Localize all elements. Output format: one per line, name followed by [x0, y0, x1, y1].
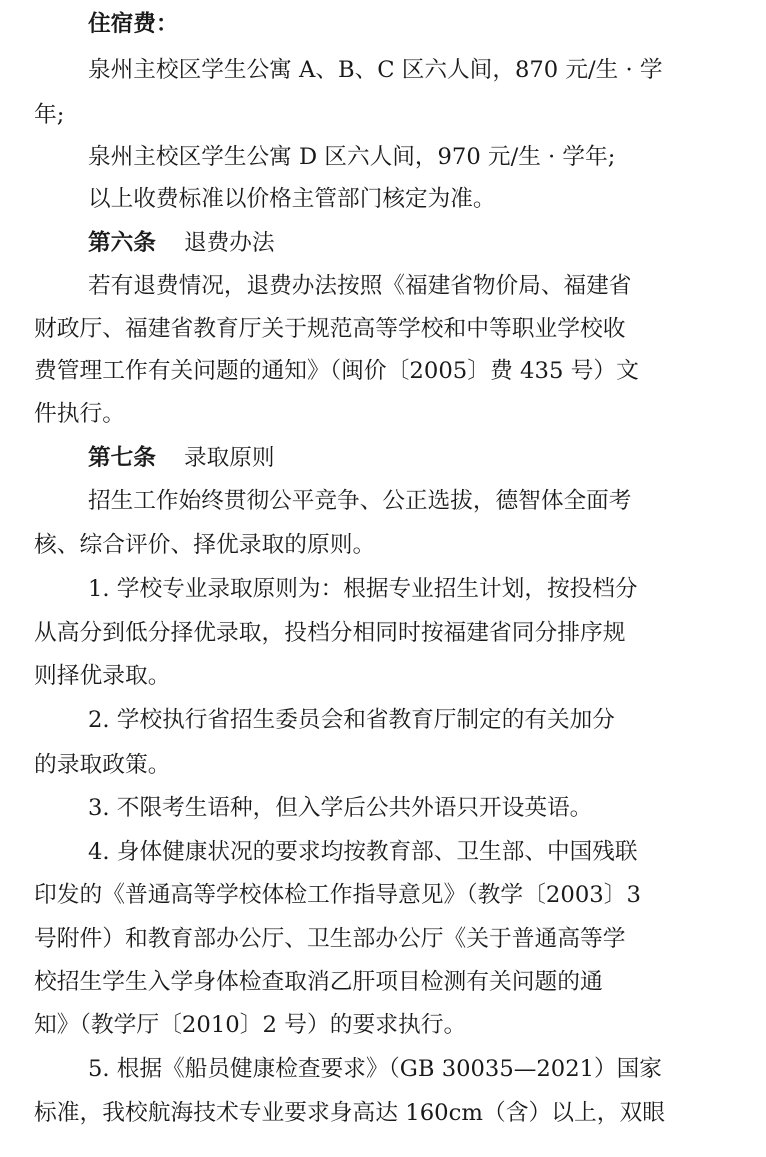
paragraph-line: 校招生学生入学身体检查取消乙肝项目检测有关问题的通	[34, 969, 603, 995]
paragraph-line: 1. 学校专业录取原则为：根据专业招生计划，按投档分	[88, 576, 638, 602]
article-7-title: 录取原则	[183, 445, 275, 471]
paragraph-line: 从高分到低分择优录取，投档分相同时按福建省同分排序规	[34, 620, 626, 646]
paragraph-line: 5. 根据《船员健康检查要求》（GB 30035—2021）国家	[88, 1056, 662, 1082]
article-7-heading	[88, 443, 766, 473]
paragraph-line: 招生工作始终贯彻公平竞争、公正选拔，德智体全面考	[88, 488, 632, 514]
paragraph-line: 泉州主校区学生公寓 A、B、C 区六人间，870 元/生 · 学	[88, 57, 663, 83]
paragraph-line: 泉州主校区学生公寓 D 区六人间，970 元/生 · 学年;	[88, 144, 616, 170]
paragraph-line: 件执行。	[34, 401, 125, 427]
paragraph-line: 核、综合评价、择优录取的原则。	[34, 532, 376, 558]
paragraph-line: 年;	[34, 102, 65, 128]
paragraph-line: 以上收费标准以价格主管部门核定为准。	[88, 186, 496, 212]
paragraph-line: 则择优录取。	[34, 663, 171, 689]
paragraph-line: 的录取政策。	[34, 752, 171, 778]
paragraph-line: 4. 身体健康状况的要求均按教育部、卫生部、中国残联	[88, 839, 638, 865]
article-6-label: 第六条	[88, 230, 156, 256]
paragraph-line: 号附件）和教育部办公厅、卫生部办公厅《关于普通高等学	[34, 926, 626, 952]
paragraph-line: 3. 不限考生语种，但入学后公共外语只开设英语。	[88, 795, 593, 821]
paragraph-line: 若有退费情况，退费办法按照《福建省物价局、福建省	[88, 273, 632, 299]
paragraph-line: 2. 学校执行省招生委员会和省教育厅制定的有关加分	[88, 707, 615, 733]
paragraph-line: 印发的《普通高等学校体检工作指导意见》（教学〔2003〕3	[34, 882, 641, 908]
paragraph-line: 财政厅、福建省教育厅关于规范高等学校和中等职业学校收	[34, 316, 626, 342]
paragraph-line: 知》（教学厅〔2010〕2 号）的要求执行。	[34, 1012, 467, 1038]
article-6-title: 退费办法	[183, 230, 275, 256]
accommodation-fee-heading: 住宿费：	[88, 11, 179, 37]
paragraph-line: 费管理工作有关问题的通知》（闽价〔2005〕费 435 号）文	[34, 358, 639, 384]
paragraph-line: 标准，我校航海技术专业要求身高达 160cm（含）以上，双眼	[34, 1100, 665, 1126]
article-6-heading	[88, 228, 766, 258]
article-7-label: 第七条	[88, 445, 156, 471]
